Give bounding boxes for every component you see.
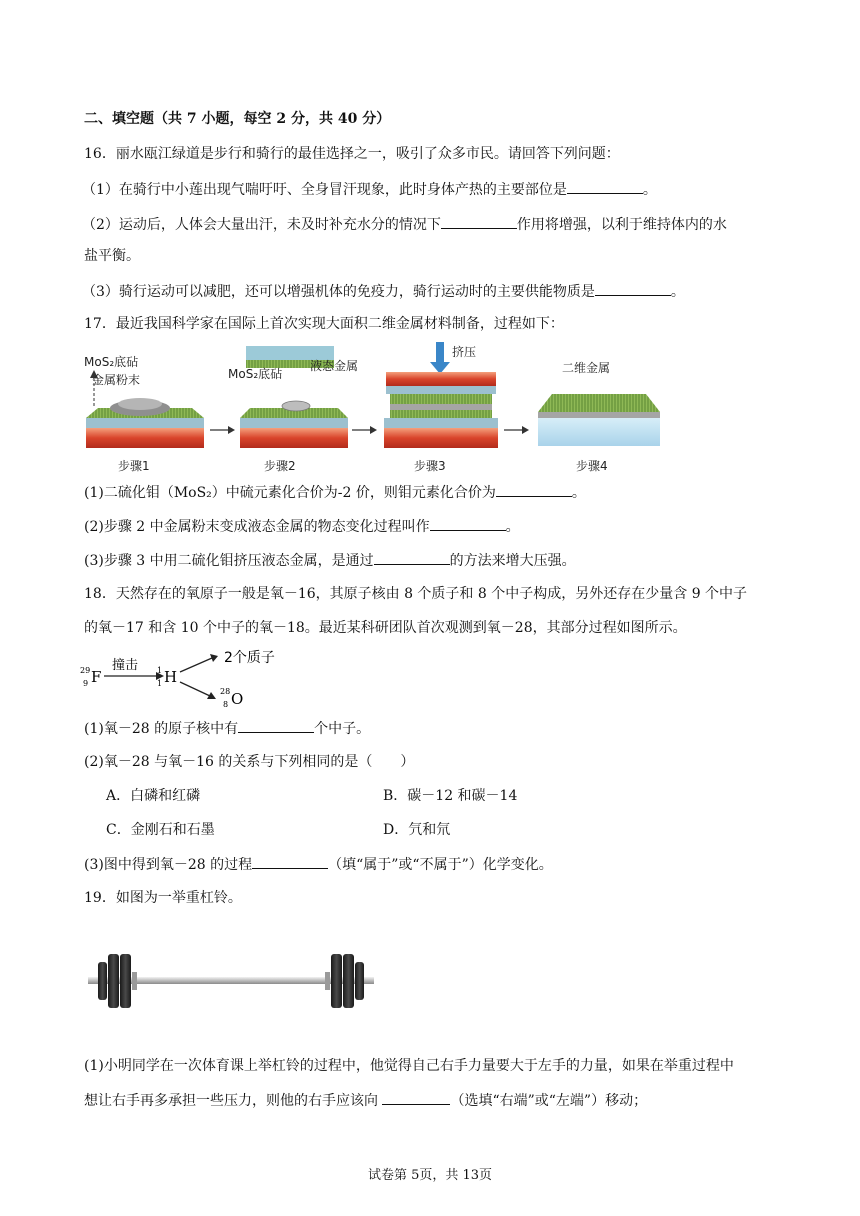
q17-part1-end: 。	[571, 485, 586, 501]
step4-graphic	[538, 394, 660, 446]
label-metal-powder: 金属粉末	[92, 373, 141, 387]
q16-blank3[interactable]	[595, 281, 671, 296]
q16-part2-text: （2）运动后，人体会大量出汗，未及时补充水分的情况下	[82, 217, 441, 233]
q16-part1	[82, 179, 657, 200]
left-plate-2	[108, 954, 119, 1008]
q18-option-a[interactable]: A．白磷和红磷	[106, 788, 201, 804]
q18-part1-end: 个中子。	[314, 721, 371, 737]
q17-blank3[interactable]	[374, 550, 450, 565]
q17-part3	[84, 550, 576, 571]
label-mos2-base: MoS₂底砧	[84, 355, 139, 369]
label-press: 挤压	[452, 345, 477, 359]
o-mass-number: 28	[220, 687, 231, 696]
step2-label: 步骤2	[264, 459, 296, 473]
step3-label: 步骤3	[414, 459, 446, 473]
q18-option-d[interactable]: D．氕和氘	[383, 822, 451, 838]
q17-stem: 17．最近我国科学家在国际上首次实现大面积二维金属材料制备，过程如下：	[84, 316, 564, 332]
q17-part1	[84, 482, 586, 503]
left-plate-3	[120, 954, 131, 1008]
q18-part2: (2)氧－28 与氧－16 的关系与下列相同的是（ ）	[84, 754, 415, 770]
left-collar	[132, 972, 137, 990]
step1-label: 步骤1	[118, 459, 150, 473]
q16-part3	[82, 281, 685, 302]
step3-graphic	[384, 342, 498, 448]
q17-blank2[interactable]	[430, 516, 506, 531]
q16-blank1[interactable]	[567, 179, 643, 194]
q16-part2-cont: 盐平衡。	[84, 248, 140, 264]
q18-blank1[interactable]	[238, 718, 314, 733]
q18-option-b[interactable]: B．碳－12 和碳－14	[383, 788, 518, 804]
q17-part3-text: (3)步骤 3 中用二硫化钼挤压液态金属，是通过	[84, 553, 374, 569]
page-footer: 试卷第 5页，共 13页	[367, 1168, 493, 1183]
arrow-label-impact: 撞击	[112, 658, 139, 673]
q19-part1-text: 想让右手再多承担一些压力，则他的右手应该向	[84, 1093, 383, 1109]
right-plate-2	[343, 954, 354, 1008]
q19-part1-end: （选填“右端”或“左端”）移动；	[450, 1093, 648, 1109]
f-atomic-number: 9	[83, 679, 89, 688]
left-plate-1	[98, 962, 107, 1000]
q19-stem: 19．如图为一举重杠铃。	[84, 890, 242, 906]
q17-part2	[84, 516, 520, 537]
q18-part3	[84, 854, 553, 875]
q18-part1	[84, 718, 370, 739]
q16-part2	[82, 214, 727, 235]
two-d-metal-process-figure	[80, 340, 680, 475]
q18-stem-line2: 的氧－17 和含 10 个中子的氧－18。最近某科研团队首次观测到氧－28，其部分过程如图所示。	[84, 620, 687, 636]
q16-part1-end: 。	[642, 182, 657, 198]
oxygen-28-reaction-figure	[80, 644, 300, 710]
q18-part3-text: (3)图中得到氧－28 的过程	[84, 857, 253, 873]
q16-part2-end: 作用将增强，以利于维持体内的水	[516, 217, 727, 233]
q18-part3-end: （填“属于”或“不属于”）化学变化。	[328, 857, 553, 873]
f-symbol: F	[91, 668, 102, 686]
h-atomic-number: 1	[157, 679, 163, 688]
label-mos2-base-2: MoS₂底砧	[228, 367, 283, 381]
o-atomic-number: 8	[223, 700, 229, 709]
barbell-figure	[88, 946, 374, 1016]
q17-part1-text: (1)二硫化钼（MoS₂）中硫元素化合价为-2 价，则钼元素化合价为	[84, 485, 496, 501]
q16-stem: 16．丽水瓯江绿道是步行和骑行的最佳选择之一，吸引了众多市民。请回答下列问题：	[84, 146, 620, 162]
q19-part1-line2	[84, 1090, 647, 1111]
q18-stem-line1: 18．天然存在的氧原子一般是氧－16，其原子核由 8 个质子和 8 个中子构成，另外还存在少量含 9 个中子	[84, 586, 748, 602]
q17-part2-end: 。	[505, 519, 520, 535]
label-2d-metal: 二维金属	[562, 361, 611, 375]
label-liquid-metal: 液态金属	[310, 359, 359, 373]
two-protons-label: 2个质子	[224, 650, 275, 666]
q17-part3-end: 的方法来增大压强。	[449, 553, 576, 569]
q16-part3-text: （3）骑行运动可以减肥，还可以增强机体的免疫力，骑行运动时的主要供能物质是	[82, 284, 595, 300]
right-plate-3	[355, 962, 364, 1000]
right-plate-1	[331, 954, 342, 1008]
q19-blank1[interactable]	[382, 1090, 450, 1105]
step4-label: 步骤4	[576, 459, 608, 473]
q18-option-c[interactable]: C．金刚石和石墨	[106, 822, 215, 838]
q16-part1-text: （1）在骑行中小莲出现气喘吁吁、全身冒汗现象，此时身体产热的主要部位是	[82, 182, 567, 198]
section-title: 二、填空题（共 7 小题，每空 2 分，共 40 分）	[84, 111, 391, 127]
h-symbol: H	[164, 668, 178, 686]
q19-part1-line1: (1)小明同学在一次体育课上举杠铃的过程中，他觉得自己右手力量要大于左手的力量，如果在举重过程中	[84, 1058, 734, 1074]
q18-part1-text: (1)氧－28 的原子核中有	[84, 721, 239, 737]
q18-blank3[interactable]	[252, 854, 328, 869]
o-symbol: O	[231, 690, 244, 708]
q17-blank1[interactable]	[496, 482, 572, 497]
q16-blank2[interactable]	[441, 214, 517, 229]
q16-part3-end: 。	[670, 284, 685, 300]
f-mass-number: 29	[80, 666, 91, 675]
right-collar	[325, 972, 330, 990]
h-mass-number: 1	[157, 666, 163, 675]
q17-part2-text: (2)步骤 2 中金属粉末变成液态金属的物态变化过程叫作	[84, 519, 430, 535]
